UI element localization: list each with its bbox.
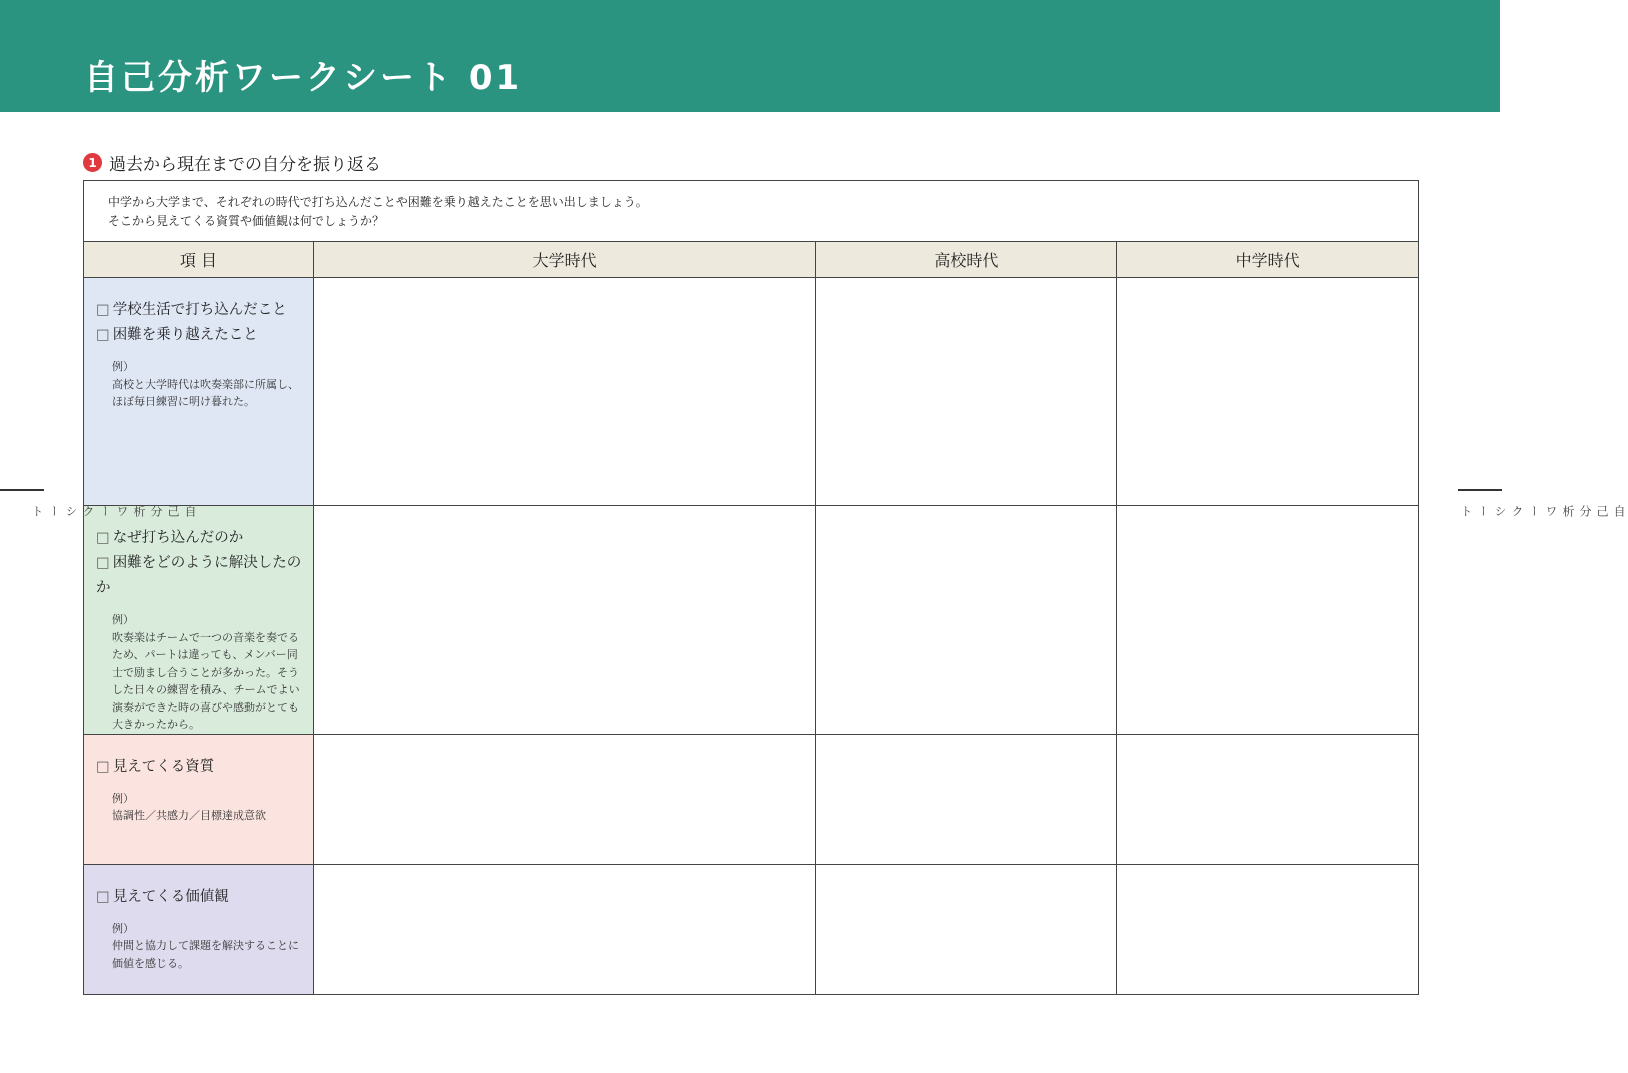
checklist-item[interactable]: □ 困難をどのように解決したのか <box>96 551 303 601</box>
item-cell <box>84 278 314 506</box>
example-text: 吹奏楽はチームで一つの音楽を奏でるため、パートは違っても、メンバー同士で励まし合うことが多かった。そうした日々の練習を積み、チームでよい演奏ができた時の喜びや感動がとても大きかったから。 <box>112 630 300 731</box>
item-cell <box>84 506 314 735</box>
example <box>96 611 303 734</box>
column-header-highschool: 高校時代 <box>816 242 1117 278</box>
instructions <box>83 180 1419 242</box>
checklist-item[interactable]: □ 見えてくる資質 <box>96 755 303 780</box>
table-row <box>84 278 1419 506</box>
answer-cell-highschool[interactable] <box>816 506 1117 735</box>
answer-cell-highschool[interactable] <box>816 734 1117 864</box>
worksheet-table <box>83 241 1419 995</box>
checklist-item[interactable]: □ 困難を乗り越えたこと <box>96 323 303 348</box>
example-text: 高校と大学時代は吹奏楽部に所属し、ほぼ毎日練習に明け暮れた。 <box>112 377 299 408</box>
side-tab-right <box>1458 489 1626 520</box>
section-title: 過去から現在までの自分を振り返る <box>109 155 381 175</box>
section-number: 1 <box>83 153 102 172</box>
checklist-item[interactable]: □ なぜ打ち込んだのか <box>96 526 303 551</box>
column-header-university: 大学時代 <box>313 242 816 278</box>
column-header-item: 項 目 <box>84 242 314 278</box>
answer-cell-juniorhigh[interactable] <box>1117 734 1419 864</box>
instruction-line: 中学から大学まで、それぞれの時代で打ち込んだことや困難を乗り越えたことを思い出しましょう。 <box>108 195 648 209</box>
side-label: 自己分析ワークシート <box>30 505 197 520</box>
checklist-item[interactable]: □ 学校生活で打ち込んだこと <box>96 298 303 323</box>
item-cell <box>84 734 314 864</box>
example-text: 協調性／共感力／目標達成意欲 <box>112 809 266 822</box>
table-row <box>84 506 1419 735</box>
answer-cell-juniorhigh[interactable] <box>1117 864 1419 994</box>
header-banner <box>0 0 1500 112</box>
table-row <box>84 734 1419 864</box>
column-header-juniorhigh: 中学時代 <box>1117 242 1419 278</box>
answer-cell-university[interactable] <box>313 734 816 864</box>
answer-cell-university[interactable] <box>313 506 816 735</box>
answer-cell-university[interactable] <box>313 864 816 994</box>
example-label: 例） <box>112 360 134 373</box>
answer-cell-juniorhigh[interactable] <box>1117 278 1419 506</box>
example-label: 例） <box>112 613 134 626</box>
example <box>96 358 303 411</box>
answer-cell-highschool[interactable] <box>816 864 1117 994</box>
answer-cell-highschool[interactable] <box>816 278 1117 506</box>
answer-cell-university[interactable] <box>313 278 816 506</box>
item-cell <box>84 864 314 994</box>
example <box>96 790 303 825</box>
side-label: 自己分析ワークシート <box>1459 505 1626 520</box>
side-tab-left <box>0 489 197 520</box>
checklist-item[interactable]: □ 見えてくる価値観 <box>96 885 303 910</box>
page-title: 自己分析ワークシート 01 <box>84 58 523 98</box>
section-heading <box>83 150 381 175</box>
example-label: 例） <box>112 921 134 935</box>
instruction-line: そこから見えてくる資質や価値観は何でしょうか？ <box>108 214 385 228</box>
example-text: 仲間と協力して課題を解決することに価値を感じる。 <box>112 939 299 970</box>
example <box>96 920 303 973</box>
answer-cell-juniorhigh[interactable] <box>1117 506 1419 735</box>
table-row <box>84 864 1419 994</box>
example-label: 例） <box>112 791 134 805</box>
